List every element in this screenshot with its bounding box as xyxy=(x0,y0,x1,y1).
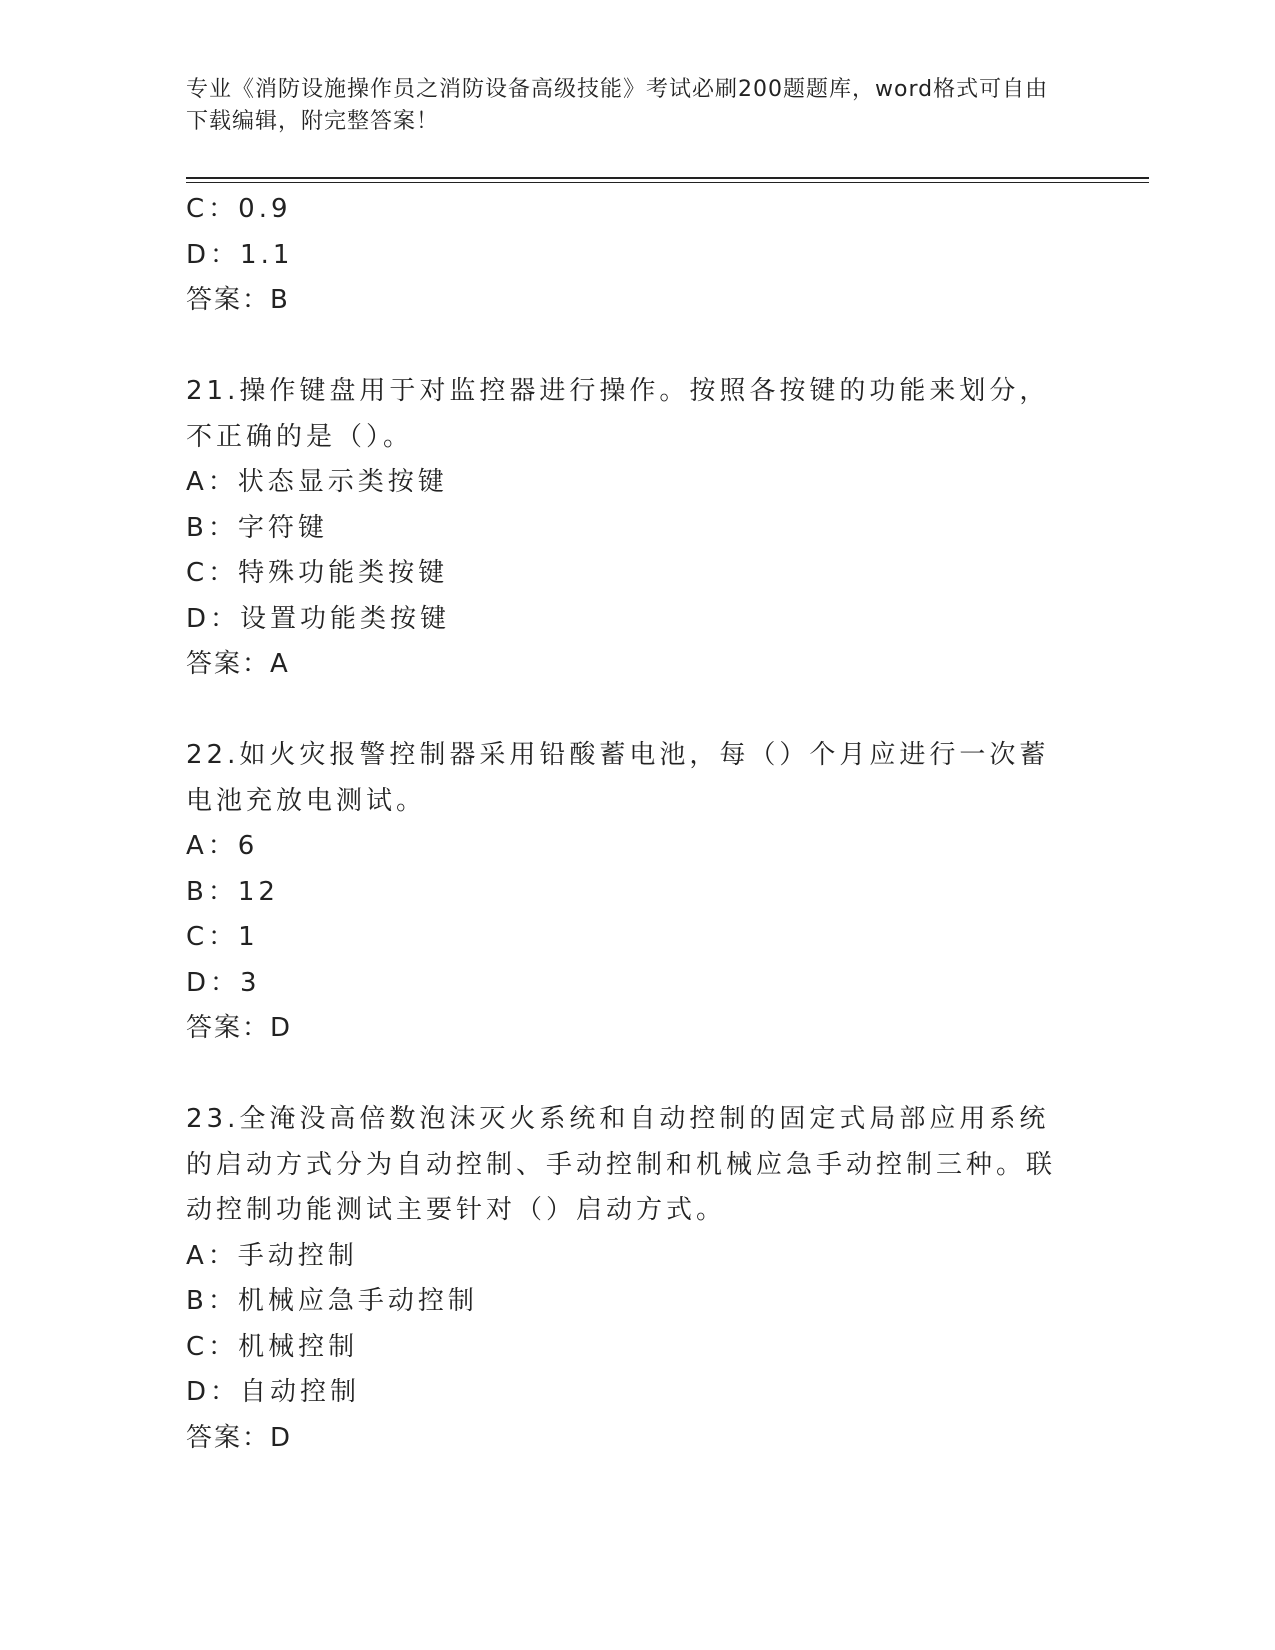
option-c: C：特殊功能类按键 xyxy=(186,558,449,588)
option-b: B：机械应急手动控制 xyxy=(186,1286,478,1316)
question-stem: 23.全淹没高倍数泡沫灭火系统和自动控制的固定式局部应用系统的启动方式分为自动控制、手动控制和机械应急手动控制三种。联动控制功能测试主要针对（）启动方式。 xyxy=(186,1104,1057,1225)
answer-line: 答案：B xyxy=(186,285,290,315)
option-c: C：机械控制 xyxy=(186,1331,359,1362)
question-22 xyxy=(186,733,1086,1052)
header-divider-thin xyxy=(186,182,1149,183)
question-23 xyxy=(186,1097,1086,1461)
option-c: C：0.9 xyxy=(186,194,292,224)
option-a: A：状态显示类按键 xyxy=(186,467,448,497)
option-b: B：字符键 xyxy=(186,512,328,543)
question-content xyxy=(186,187,1086,1461)
option-d: D：3 xyxy=(186,967,261,998)
option-a: A：6 xyxy=(186,831,259,861)
header-divider xyxy=(186,177,1149,179)
option-a: A：手动控制 xyxy=(186,1240,358,1271)
question-21 xyxy=(186,369,1086,688)
option-d: D：1.1 xyxy=(186,239,294,270)
prev-question-tail xyxy=(186,187,1086,324)
option-d: D：自动控制 xyxy=(186,1377,361,1407)
page-header: 专业《消防设施操作员之消防设备高级技能》考试必刷200题题库，word格式可自由下载编辑，附完整答案！ xyxy=(186,77,1049,134)
question-stem: 22.如火灾报警控制器采用铅酸蓄电池，每（）个月应进行一次蓄电池充放电测试。 xyxy=(186,740,1050,816)
option-b: B：12 xyxy=(186,876,279,907)
answer-line: 答案：D xyxy=(186,1422,293,1453)
option-c: C：1 xyxy=(186,922,259,952)
answer-line: 答案：A xyxy=(186,649,290,679)
question-stem: 21.操作键盘用于对监控器进行操作。按照各按键的功能来划分，不正确的是（）。 xyxy=(186,376,1050,452)
option-d: D：设置功能类按键 xyxy=(186,603,451,634)
answer-line: 答案：D xyxy=(186,1013,293,1043)
